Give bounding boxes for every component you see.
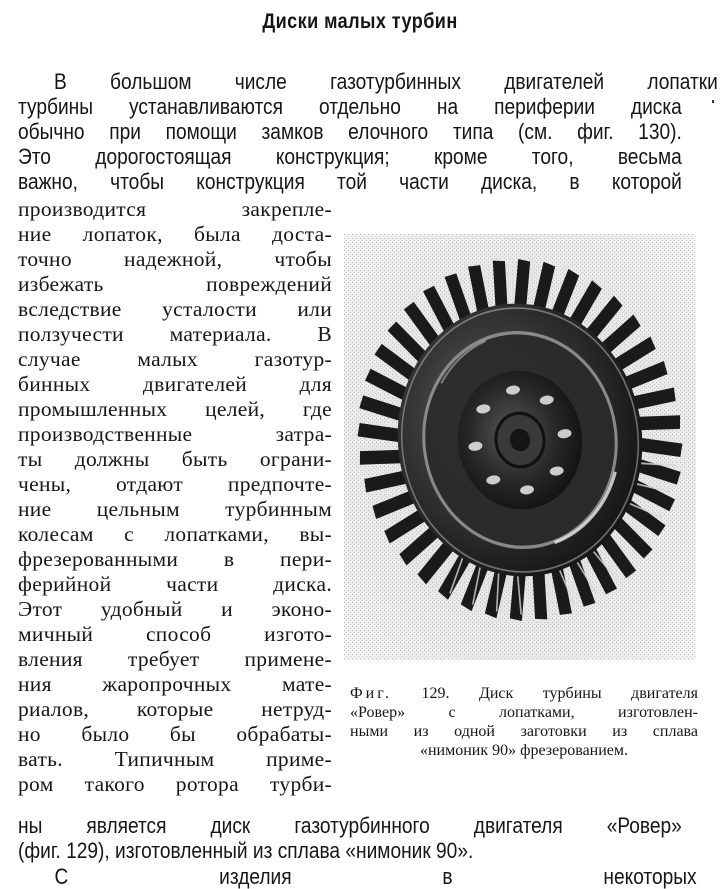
- text-line: [18, 247, 332, 271]
- text-line-content: колесам с лопатками, вы-: [18, 522, 332, 546]
- text-line-content: случае малых газотур-: [18, 347, 332, 371]
- text-line: [18, 722, 332, 746]
- text-line-content: избежать повреждений: [18, 272, 332, 296]
- text-line: [18, 447, 332, 471]
- caption-figure-number: 129.: [421, 685, 450, 702]
- text-line-content: риалов, которые нетруд-: [18, 697, 332, 721]
- text-line-content: Этот удобный и эконо-: [18, 597, 332, 621]
- section-title: Диски малых турбин: [262, 10, 458, 33]
- figure-caption: [350, 684, 698, 760]
- text-line: [18, 572, 332, 596]
- caption-line: [350, 684, 698, 703]
- text-line-content: производится закрепле-: [18, 197, 332, 221]
- text-line-content: ром такого ротора турби-: [18, 772, 332, 796]
- text-line-content: производственные затра-: [18, 422, 332, 446]
- text-line-content: ны является диск газотурбинного двигателя «Ровер»: [18, 813, 682, 838]
- text-line-content: (фиг. 129), изготовленный из сплава «нимоник 90».: [18, 838, 474, 863]
- text-line-content: промышленных целей, где: [18, 397, 332, 421]
- text-line: [18, 814, 682, 838]
- text-line: [18, 120, 682, 144]
- text-line: [18, 170, 682, 194]
- text-line: [18, 372, 332, 396]
- text-line-content: вления требует примене-: [18, 647, 332, 671]
- text-line: [18, 839, 682, 863]
- text-line-content: ферийной части диска.: [18, 572, 332, 596]
- text-line: [18, 497, 332, 521]
- text-line: [18, 322, 332, 346]
- caption-line: «Ровер» с лопатками, изготовлен-: [350, 704, 698, 721]
- text-line-content: турбины устанавливаются отдельно на периферии диска: [18, 94, 682, 119]
- text-line: [18, 422, 332, 446]
- text-line: [18, 672, 332, 696]
- text-line-content: точно надежной, чтобы: [18, 247, 332, 271]
- caption-line: «нимоник 90» фрезерованием.: [419, 742, 629, 759]
- text-line-content: важно, чтобы конструкция той части диска, в которой: [18, 169, 682, 194]
- text-line-content: ние лопаток, была доста-: [18, 222, 332, 246]
- text-line-content: Это дорогостоящая конструкция; кроме того, весьма: [18, 144, 682, 169]
- text-line: [18, 397, 332, 421]
- text-line: [18, 297, 332, 321]
- caption-text: Диск турбины двигателя: [478, 685, 698, 702]
- text-line: [18, 597, 332, 621]
- clipped-next-paragraph: [18, 865, 698, 889]
- text-line: [18, 622, 332, 646]
- text-line: [18, 547, 332, 571]
- text-line: [18, 95, 682, 119]
- text-line: [18, 522, 332, 546]
- text-line-content: фрезерованными в пери-: [18, 547, 332, 571]
- text-line: [18, 472, 332, 496]
- text-line-content: ния жаропрочных мате-: [18, 672, 332, 696]
- text-line: [18, 647, 332, 671]
- text-line-content: но было бы обрабаты-: [18, 722, 332, 746]
- caption-figure-label: Фиг.: [350, 685, 392, 702]
- text-line: [18, 272, 332, 296]
- text-line-content: мичный способ изгото-: [18, 622, 332, 646]
- text-line: [18, 197, 332, 221]
- text-line-content: ние цельным турбинным: [18, 497, 332, 521]
- text-line: [18, 747, 332, 771]
- text-line: [18, 222, 332, 246]
- text-line-content: бинных двигателей для: [18, 372, 332, 396]
- text-line: [18, 772, 332, 796]
- text-line-content: ты должны быть ограни-: [18, 447, 332, 471]
- text-line-content: В большом числе газотурбинных двигателей лопатки: [54, 69, 718, 94]
- text-line-content: вать. Типичным приме-: [18, 747, 332, 771]
- text-line: [18, 69, 718, 94]
- text-line-content: ползучести материала. В: [18, 322, 332, 346]
- figure-photo-turbine-disk: [344, 234, 696, 660]
- print-speck: [712, 100, 714, 103]
- turbine-disk-illustration: [344, 234, 696, 660]
- text-line-content: обычно при помощи замков елочного типа (см. фиг. 130).: [18, 119, 682, 144]
- text-line-content: С изделия в некоторых: [54, 864, 697, 889]
- text-line: [18, 347, 332, 371]
- caption-line: ными из одной заготовки из сплава: [350, 723, 698, 740]
- text-line: [18, 145, 682, 169]
- text-line-content: вследствие усталости или: [18, 297, 332, 321]
- text-line: [18, 697, 332, 721]
- text-line-content: чены, отдают предпочте-: [18, 472, 332, 496]
